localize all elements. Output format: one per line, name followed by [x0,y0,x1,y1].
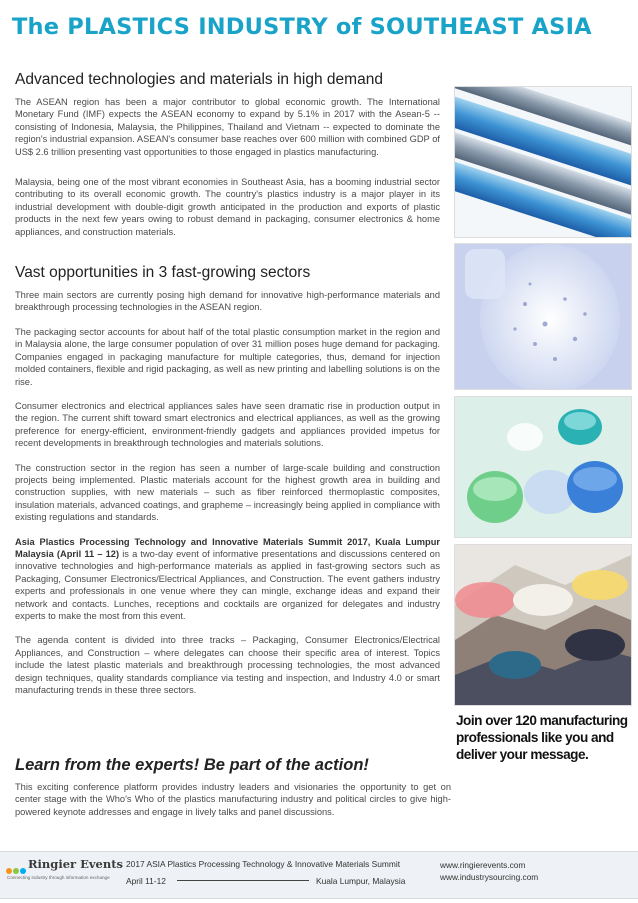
paragraph: Three main sectors are currently posing high demand for innovative high-performance materials and breakthrough processing technologies in the ASEAN region. [15,290,440,313]
paragraph: Malaysia, being one of the most vibrant economies in Southeast Asia, has a booming industrial sector contributing to its overall economic growth. The country's plastics industry is a major player in its industrial development with double-digit growth anticipated in the production and exports of plastic products in the next few years owing to robust demand in packaging, consumer electronics & home appliances, and construction materials. [15,177,440,237]
pipes-photo [454,86,632,238]
footer-location: Kuala Lumpur, Malaysia [316,876,406,886]
section-heading-experts: Learn from the experts! Be part of the action! [15,756,369,774]
paragraph: This exciting conference platform provides industry leaders and visionaries the opportunity to get on center stage with the Who's Who of the plastics manufacturing industry and political circles to give high-powered keynote addresses and engage in lively talks and panel discussions. [15,782,451,817]
footer-event-name: 2017 ASIA Plastics Processing Technology & Innovative Materials Summit [126,859,401,869]
page-title: The PLASTICS INDUSTRY of SOUTHEAST ASIA [12,14,592,40]
logo-tagline: Connecting industry through information exchange [7,875,110,880]
section-heading-advanced: Advanced technologies and materials in high demand [15,71,383,88]
plastic-bottle-photo [454,243,632,390]
paragraph: Consumer electronics and electrical appliances sales have seen dramatic rise in production output in the region. The current shift toward smart electronics and electrical appliances, as well as the growing preference for energy-efficient, environment-friendly gadgets and appliances provided impetus for recent developments in breakthrough technologies and materials solutions. [15,400,440,449]
main-content [15,71,440,696]
plastic-pellets-photo [454,544,632,706]
paragraph: The packaging sector accounts for about half of the total plastic consumption market in the region and in Malaysia alone, the large consumer population of over 31 million poses huge demand for packaging. Companies engaged in packaging manufacture for multiple categories, thus, demand for injection molded containers, flexible and rigid packaging, as well as new printing and labelling solutions is on the rise. [15,326,440,387]
bottle-caps-photo [454,396,632,538]
footer-divider [177,880,309,881]
paragraph: The construction sector in the region has seen a number of large-scale building and construction projects being implemented. Plastic materials account for the highest growth area in building and construction supplies, with new materials – such as fiber reinforced thermoplastic composites, insulation materials, advanced coatings, and grapheme – increasingly being applied in compliance with existing regulations and standards. [15,462,440,523]
footer-dates: April 11-12 [126,876,166,886]
summit-name: Asia Plastics Processing Technology and Innovative Materials Summit 2017, Kuala Lumpur Malaysia (April 11 – 12) [15,536,440,559]
ringier-logo [6,857,123,887]
call-to-action: Join over 120 manufacturing professionals like you and deliver your message. [456,713,628,762]
paragraph: The ASEAN region has been a major contributor to global economic growth. The International Monetary Fund (IMF) expects the ASEAN economy to expand by 5.1% in 2017 with the Asean-5 -- consisting of Indonesia, Malaysia, the Philippines, Thailand and Vietnam -- expected to dominate the region's industrial expansion. ASEAN's consumer base reaches over 600 million with combined GDP of US$ 2.6 trillion presenting vast opportunities to those engaged in plastics manufacturing. [15,97,440,157]
website-link-industrysourcing[interactable]: www.industrysourcing.com [440,872,539,882]
website-link-ringier[interactable]: www.ringierevents.com [440,860,526,870]
paragraph: The agenda content is divided into three tracks – Packaging, Consumer Electronics/Electrical Appliances, and Construction – where delegates can choose their specific area of interest. Topics include the latest plastic materials and breakthrough processing technologies, the most advanced design techniques, quality standards compliance via testing and inspection, and Industry 4.0 or smart manufacturing trends in these three sectors. [15,635,440,696]
section-heading-opportunities: Vast opportunities in 3 fast-growing sectors [15,264,311,282]
summit-description: is a two-day event of informative presentations and discussions centered on innovative technologies and high-performance materials as applied in fast-growing sectors such as Packaging, Consumer Electronics/Electrical Appliances, and Construction. The event gathers industry experts and professionals in one venue where they can mingle, exchange ideas and expand their network and contacts. Lunches, receptions and cocktails are organized for delegates and industry experts to make the most from this event. [15,548,440,621]
closing-paragraph-box [15,781,451,818]
summit-paragraph [15,536,440,623]
logo-name: Ringier Events [28,857,123,871]
